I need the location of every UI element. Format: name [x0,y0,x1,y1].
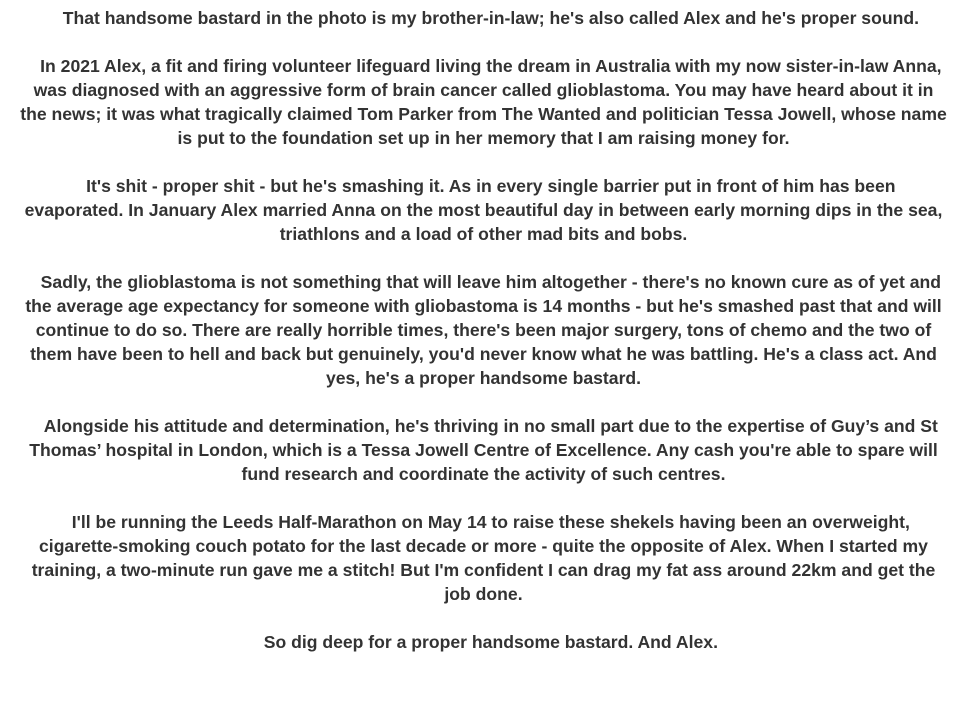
fundraising-story [20,0,952,654]
story-paragraph-diagnosis: In 2021 Alex, a fit and firing volunteer lifeguard living the dream in Australia with my now sister-in-law Anna, was diagnosed with an aggressive form of brain cancer called glioblastoma. You may have heard about it in the news; it was what tragically claimed Tom Parker from The Wanted and politician Tessa Jowell, whose name is put to the foundation set up in her memory that I am raising money for. [20,56,952,148]
story-paragraph-hospital: Alongside his attitude and determination, he's thriving in no small part due to the expertise of Guy’s and St Thomas’ hospital in London, which is a Tessa Jowell Centre of Excellence. Any cash you're able to spare will fund research and coordinate the activity of such centres. [29,416,943,484]
story-paragraph-intro: That handsome bastard in the photo is my brother-in-law; he's also called Alex and he's proper sound. [48,8,919,28]
story-paragraph-half-marathon: I'll be running the Leeds Half-Marathon on May 14 to raise these shekels having been an overweight, cigarette-smoking couch potato for the last decade or more - quite the opposite of Alex. When I started my training, a two-minute run gave me a stitch! But I'm confident I can drag my fat ass around 22km and get the job done. [31,512,941,604]
story-paragraph-smashing-it: It's shit - proper shit - but he's smashing it. As in every single barrier put in front of him has been evaporated. In January Alex married Anna on the most beautiful day in between early morning dips in the sea, triathlons and a load of other mad bits and bobs. [24,176,948,244]
story-paragraph-prognosis: Sadly, the glioblastoma is not something that will leave him altogether - there's no known cure as of yet and the average age expectancy for someone with gliobastoma is 14 months - but he's smashed past that and will continue to do so. There are really horrible times, there's been major surgery, tons of chemo and the two of them have been to hell and back but genuinely, you'd never know what he was battling. He's a class act. And yes, he's a proper handsome bastard. [25,272,947,388]
story-paragraph-closing: So dig deep for a proper handsome bastard. And Alex. [249,632,718,652]
